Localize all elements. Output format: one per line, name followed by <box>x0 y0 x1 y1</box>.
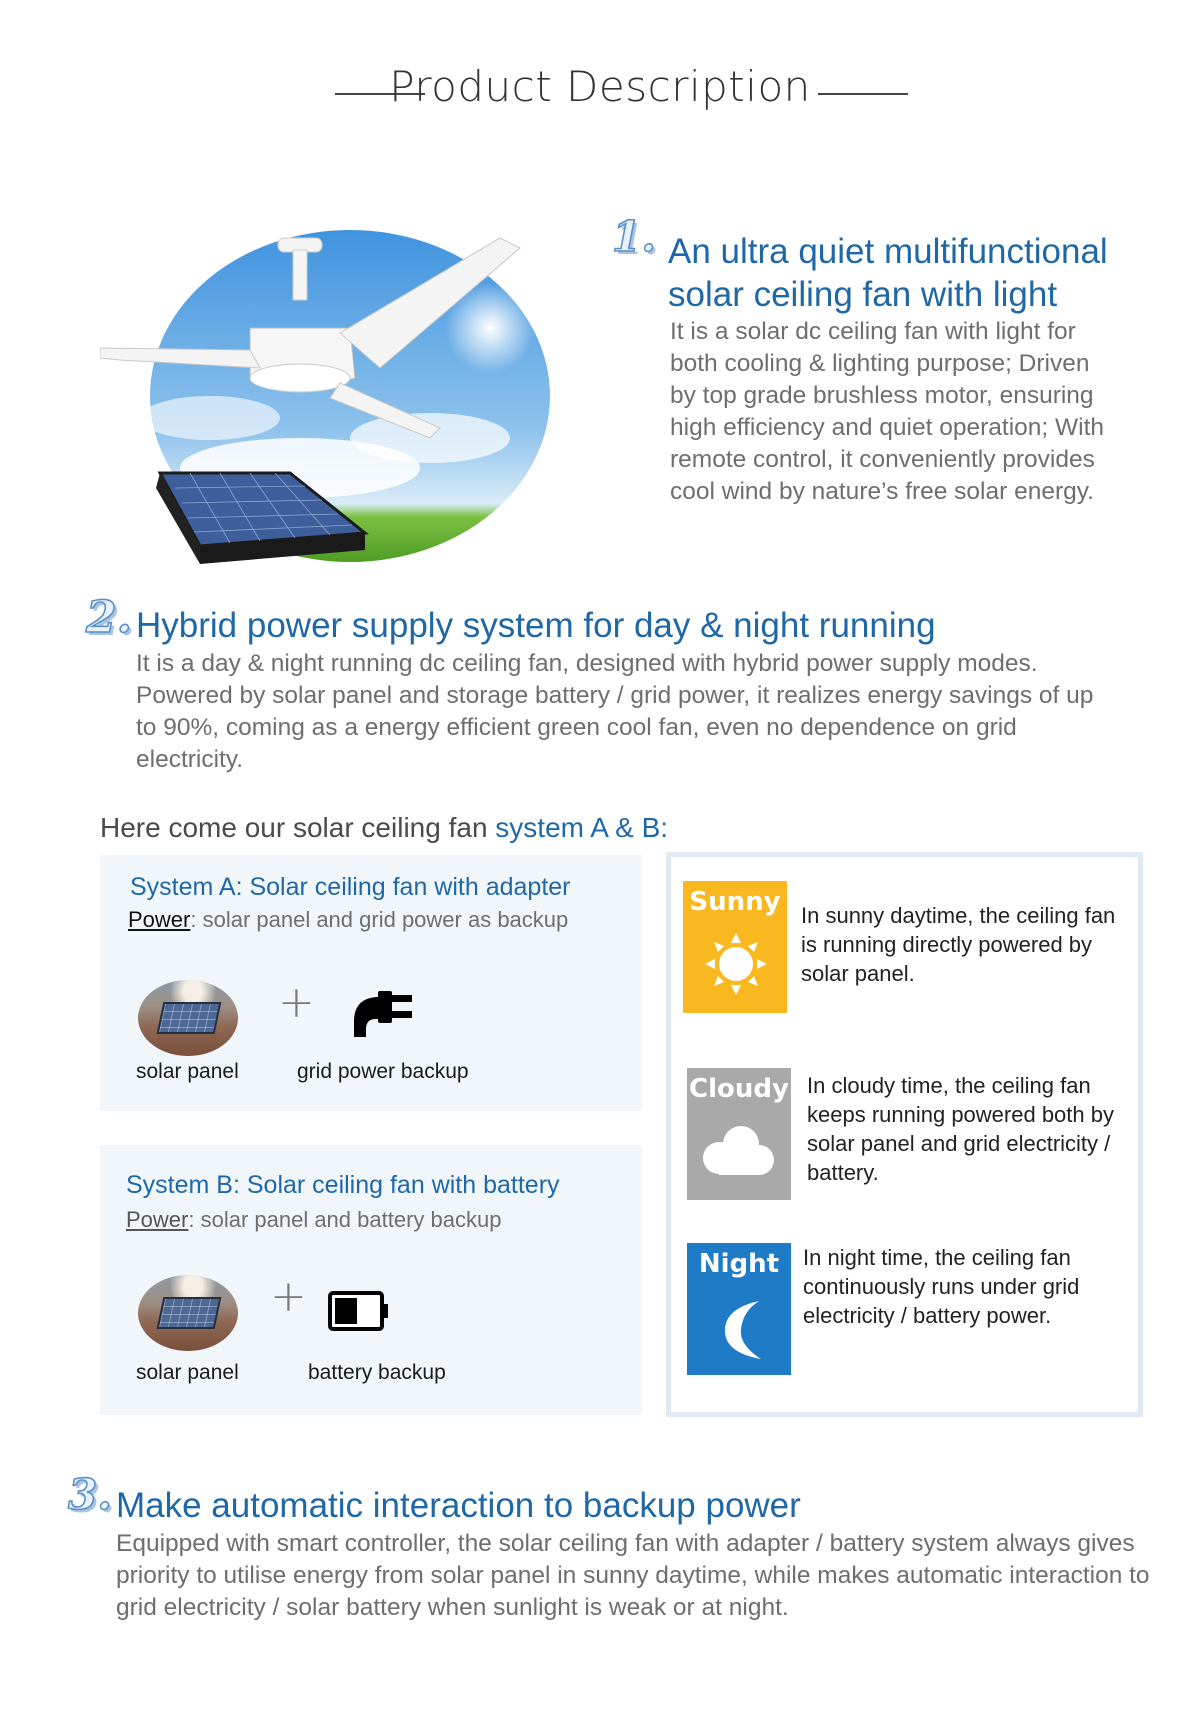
power-label: Power <box>128 907 191 932</box>
system-a-power <box>128 907 568 933</box>
systems-intro <box>100 812 668 844</box>
item-label-solar-panel: solar panel <box>136 1060 239 1083</box>
title-divider-right <box>818 93 908 95</box>
power-label: Power <box>126 1207 189 1232</box>
plus-icon: + <box>278 977 315 1028</box>
section-2-number: 2. <box>86 592 132 643</box>
section-3-body: Equipped with smart controller, the solar ceiling fan with adapter / battery system always gives priority to utilise energy from solar panel in sunny daytime, while makes automatic interaction to grid electricity / solar battery when sunlight is weak or at night. <box>116 1530 1150 1621</box>
item-label-grid-power-backup: grid power backup <box>297 1060 469 1083</box>
plus-icon: + <box>270 1271 307 1322</box>
night-tile <box>687 1243 791 1375</box>
system-b-panel <box>100 1145 642 1415</box>
moon-icon <box>717 1299 767 1361</box>
section-1-body: It is a solar dc ceiling fan with light for both cooling & lighting purpose; Driven by top grade brushless motor, ensuring high efficiency and quiet operation; With remote control, it conveniently provides cool wind by nature’s free solar energy. <box>670 318 1105 505</box>
item-label-solar-panel: solar panel <box>136 1361 239 1384</box>
systems-intro-prefix: Here come our solar ceiling fan <box>100 812 496 843</box>
night-label: Night <box>698 1249 780 1279</box>
cloudy-description: In cloudy time, the ceiling fan keeps running powered both by solar panel and grid electricity / battery. <box>807 1073 1114 1185</box>
page-title: Product Description <box>389 62 811 111</box>
sunny-label: Sunny <box>689 887 781 917</box>
sun-icon <box>705 931 767 997</box>
cloudy-tile <box>687 1068 791 1200</box>
sunny-description: In sunny daytime, the ceiling fan is running directly powered by solar panel. <box>801 903 1116 986</box>
power-text: : solar panel and battery backup <box>188 1207 502 1232</box>
section-2-body: It is a day & night running dc ceiling fan, designed with hybrid power supply modes. Powered by solar panel and storage battery / grid power, it realizes energy savings of up to 90%, coming as a energy efficient green cool fan, even no dependence on grid electricity. <box>136 650 1094 773</box>
sunny-tile <box>683 881 787 1013</box>
plug-icon <box>350 985 416 1037</box>
battery-icon <box>328 1291 390 1331</box>
solar-panel-photo <box>138 980 238 1056</box>
system-b-title: System B: Solar ceiling fan with battery <box>126 1171 560 1199</box>
weather-modes-panel <box>666 852 1143 1417</box>
power-text: : solar panel and grid power as backup <box>190 907 569 932</box>
system-b-power <box>126 1207 501 1233</box>
section-3-heading: Make automatic interaction to backup power <box>116 1486 801 1525</box>
system-a-title: System A: Solar ceiling fan with adapter <box>130 873 571 901</box>
cloud-icon <box>699 1120 779 1180</box>
item-label-battery-backup: battery backup <box>308 1361 446 1384</box>
hero-image-fan-solar-panel <box>100 228 550 564</box>
section-3-number: 3. <box>68 1470 112 1519</box>
section-1-heading: An ultra quiet multifunctional solar ceiling fan with light <box>668 232 1108 314</box>
section-1-number: 1. <box>612 212 656 261</box>
systems-intro-accent: system A & B: <box>495 812 669 843</box>
solar-panel-photo <box>138 1275 238 1351</box>
system-a-panel <box>100 855 642 1111</box>
night-description: In night time, the ceiling fan continuously runs under grid electricity / battery power. <box>803 1245 1080 1328</box>
cloudy-label: Cloudy <box>689 1074 789 1104</box>
section-2-heading: Hybrid power supply system for day & night running <box>136 606 936 645</box>
